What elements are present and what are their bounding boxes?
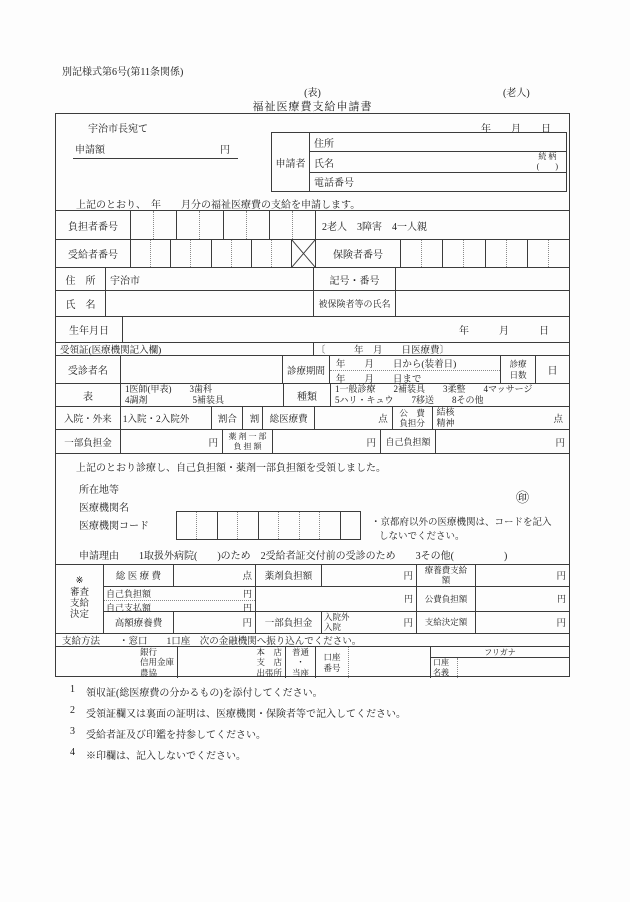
review-ryoyo-value[interactable]: 円 [556, 572, 566, 583]
review-decision-label: 支給決定額 [417, 612, 476, 633]
digit-cell[interactable] [299, 512, 319, 539]
digit-cell[interactable] [177, 512, 196, 539]
recipient-number-row [56, 239, 569, 267]
review-ryoyo-label: 療養費支給 額 [417, 565, 476, 586]
inout-options: 1入院・2入院外 [121, 407, 213, 429]
address-row [56, 267, 569, 290]
front-side-label: (表) [304, 88, 321, 99]
total-medical-label: 総医療費 [263, 407, 315, 429]
page-title: 福祉医療費支給申請書 [252, 101, 373, 113]
digit-cell[interactable] [217, 512, 237, 539]
digit-cell[interactable] [340, 512, 360, 539]
code-note-line1: ・京都府以外の医療機関は、コードを記入 [371, 518, 552, 528]
kind-options: 1一般診療 2補装具 3柔整 4マッサージ 5ハリ・キュウ 7移送 8その他 [335, 384, 533, 405]
digit-cell[interactable] [506, 240, 527, 267]
payment-method-line[interactable]: 支給方法 ・窓口 1口座 次の金融機関へ振り込んでください。 [62, 637, 362, 647]
review-row-2 [104, 587, 569, 612]
digit-cell[interactable] [237, 512, 257, 539]
symbol-number-label: 記号・番号 [314, 268, 396, 290]
digit-cell[interactable] [278, 512, 298, 539]
amount-label: 申請額 [75, 145, 105, 156]
table-options: 1医師(甲表) 3歯科 4調剤 5補装具 [121, 384, 284, 406]
period-from[interactable]: 年 月 日から(装着日) [335, 360, 457, 370]
digit-cell[interactable] [131, 240, 150, 267]
review-kogaku-label: 高額療養費 [104, 612, 174, 633]
digit-cell[interactable] [190, 240, 210, 267]
partial-payment-value[interactable]: 円 [121, 430, 223, 453]
digit-cell[interactable] [463, 240, 484, 267]
application-reason: 申請理由 1取扱外病院( )のため 2受給者証交付前の受診のため 3その他( ) [79, 551, 508, 562]
form-number: 別記様式第6号(第11条関係) [62, 67, 184, 78]
holder-name-row[interactable] [431, 658, 569, 678]
digit-cell[interactable] [442, 240, 463, 267]
crossed-out-cell [291, 240, 316, 267]
review-kogaku-value[interactable]: 円 [174, 612, 256, 633]
receipt-statement: 上記のとおり診療し、自己負担額・薬剤一部負担額を受領しました。 [76, 463, 386, 474]
recipient-number-cells[interactable] [131, 240, 291, 267]
insurer-number-cells[interactable] [401, 240, 569, 267]
application-date[interactable]: 年 月 日 [481, 124, 551, 135]
symbol-number-value[interactable] [396, 268, 569, 290]
partial-payment-row [56, 429, 569, 453]
digit-cell[interactable] [223, 211, 246, 239]
drug-partial-value[interactable]: 円 [273, 430, 381, 453]
name-label: 氏 名 [56, 291, 106, 316]
branch-name-cell[interactable] [178, 647, 286, 678]
review-self-pay-value[interactable]: 円 [242, 602, 252, 613]
public-expense-label: 公 費 負担分 [393, 407, 433, 429]
amount-unit: 円 [220, 145, 230, 156]
table-label: 表 [56, 384, 121, 406]
payment-method-row [56, 633, 569, 646]
patient-name-label: 受診者名 [56, 356, 121, 383]
category-options: 2老人 3障害 4一人親 [322, 221, 427, 233]
holder-name-value[interactable] [457, 658, 569, 678]
review-total-label: 総 医 療 費 [104, 565, 174, 586]
applicant-name-label: 氏名 [314, 158, 334, 170]
patient-period-row [56, 355, 569, 383]
insured-name-value[interactable] [396, 291, 569, 316]
total-medical-value[interactable]: 点 [315, 407, 393, 429]
inout-label: 入院・外来 [56, 407, 121, 429]
holder-label: 口座 名義 [433, 658, 449, 677]
digit-cell[interactable] [199, 211, 222, 239]
digit-cell[interactable] [231, 240, 251, 267]
digit-cell[interactable] [548, 240, 569, 267]
insurer-number-label: 保険者番号 [316, 240, 401, 267]
review-inpatient-cell[interactable]: 入院外 入院 円 [322, 612, 417, 633]
note-1: 1 領収証(総医療費の分かるもの)を添付してください。 [70, 684, 323, 699]
applicant-phone-label: 電話番号 [314, 178, 354, 190]
payer-number-cells[interactable] [131, 211, 316, 239]
period-to[interactable]: 年 月 日まで [330, 370, 500, 385]
review-self-burden-value[interactable]: 円 [242, 588, 252, 599]
applicant-phone-row[interactable] [310, 172, 566, 191]
digit-cell[interactable] [211, 240, 231, 267]
addressee: 宇治市長宛て [88, 124, 148, 135]
birthdate-value[interactable]: 年 月 日 [459, 326, 549, 337]
treatment-days-unit[interactable]: 日 [547, 366, 558, 377]
receipt-header-row [56, 342, 569, 355]
drug-partial-label: 薬 剤 一 部 負 担 額 [223, 430, 273, 453]
declaration-line: 上記のとおり、 年 月分の福祉医療費の支給を申請します。 [76, 200, 361, 211]
inout-row [56, 406, 569, 429]
treatment-period-label: 診療期間 [283, 356, 330, 383]
digit-cell[interactable] [196, 512, 216, 539]
account-holder-cell [431, 647, 569, 678]
bank-type-labels: 銀行 信用金庫 農協 [139, 647, 174, 678]
bank-name-cell[interactable] [56, 647, 178, 678]
digit-cell[interactable] [269, 211, 292, 239]
receipt-section-label: 受領証(医療機関記入欄) [56, 343, 314, 355]
institution-code-label: 医療機関コード [79, 521, 149, 532]
review-mid-value[interactable]: 円 [256, 587, 417, 611]
institution-name-label[interactable]: 医療機関名 [79, 503, 129, 514]
review-self-pay-label: 自己支払額 [106, 602, 152, 613]
review-kohi-label: 公費負担額 [417, 587, 476, 611]
note-2: 2 受領証欄又は裏面の証明は、医療機関・保険者等で記入してください。 [70, 705, 406, 720]
institution-block [56, 453, 569, 564]
name-value[interactable] [106, 291, 314, 316]
branch-type-labels: 本 店 支 店 出張所 [256, 647, 282, 678]
seal-mark: ㊞ [516, 490, 530, 505]
digit-cell[interactable] [176, 211, 199, 239]
kind-label: 種類 [284, 384, 331, 406]
furigana-label[interactable]: フリガナ [431, 647, 569, 658]
digit-cell[interactable] [258, 512, 278, 539]
applicant-box [271, 132, 567, 192]
inpatient-labels: 入院外 入院 [324, 612, 350, 633]
birthdate-row [56, 316, 569, 342]
applicant-label: 申請者 [272, 133, 310, 191]
address-value[interactable]: 宇治市 [106, 268, 314, 290]
digit-cell[interactable] [153, 211, 176, 239]
review-row-1 [104, 565, 569, 587]
review-row-3 [104, 612, 569, 633]
relation-label: 続 柄 [538, 152, 557, 162]
location-label[interactable]: 所在地等 [79, 485, 119, 496]
review-drug-label: 薬剤負担額 [256, 565, 322, 586]
receipt-date-bracket[interactable]: 〔 年 月 日医療費〕 [316, 346, 450, 356]
digit-cell[interactable] [485, 240, 506, 267]
digit-cell[interactable] [251, 240, 271, 267]
digit-cell[interactable] [527, 240, 548, 267]
address-label: 住 所 [56, 268, 106, 290]
self-burden-pay-cell [104, 587, 256, 611]
account-number-cell[interactable] [316, 647, 431, 678]
review-block [56, 564, 569, 633]
ratio-value[interactable]: 割 [243, 407, 263, 429]
review-total-value[interactable]: 点 [174, 565, 256, 586]
tb-mental-unit: 点 [553, 415, 563, 425]
treatment-days-label: 診療 日数 [501, 356, 536, 383]
relation-paren: ( ) [536, 162, 558, 171]
birthdate-label: 生年月日 [56, 317, 123, 342]
review-partial-label: 一部負担金 [256, 612, 322, 633]
patient-name-value[interactable] [121, 356, 283, 383]
applicant-address-label: 住所 [314, 138, 334, 150]
name-row [56, 290, 569, 316]
form-body [55, 113, 570, 677]
review-kohi-value[interactable]: 円 [556, 594, 566, 605]
review-self-burden-label: 自己負担額 [106, 588, 152, 599]
digit-cell[interactable] [131, 211, 153, 239]
application-amount-field[interactable] [73, 141, 238, 159]
partial-payment-label: 一部負担金 [56, 430, 121, 453]
review-decision-value[interactable]: 円 [556, 619, 566, 630]
digit-cell[interactable] [271, 240, 291, 267]
digit-cell[interactable] [246, 211, 269, 239]
treatment-period-values[interactable] [330, 356, 501, 383]
institution-code-cells[interactable] [176, 511, 361, 540]
payer-number-label: 負担者番号 [56, 211, 131, 239]
code-note-line2: しないでください。 [379, 532, 465, 542]
tb-mental-label: 結核 精神 [436, 407, 455, 428]
self-burden-label: 自己負担額 [381, 430, 436, 453]
account-type-cell[interactable]: 普通 ・ 当座 [286, 647, 316, 678]
digit-cell[interactable] [421, 240, 442, 267]
recipient-number-label: 受給者番号 [56, 240, 131, 267]
review-side-label: ※ 審査 支給 決定 [56, 565, 104, 633]
self-burden-value[interactable]: 円 [555, 438, 565, 449]
digit-cell[interactable] [170, 240, 190, 267]
bank-row [56, 646, 569, 678]
form-header-section [56, 114, 569, 210]
elderly-label: (老人) [503, 88, 530, 99]
relation-field[interactable] [537, 152, 566, 171]
digit-cell[interactable] [150, 240, 170, 267]
note-4: 4 ※印欄は、記入しないでください。 [70, 747, 246, 762]
footer-notes [70, 684, 570, 768]
applicant-name-row[interactable] [310, 151, 566, 171]
account-number-label: 口座 番号 [323, 652, 341, 673]
digit-cell[interactable] [401, 240, 421, 267]
payer-number-row [56, 210, 569, 239]
insured-name-label: 被保険者等の氏名 [314, 291, 396, 316]
ratio-label: 割合 [212, 407, 243, 429]
table-kind-row [56, 383, 569, 406]
account-number-value[interactable] [348, 647, 430, 678]
digit-cell[interactable] [319, 512, 339, 539]
note-3: 3 受給者証及び印鑑を持参してください。 [70, 726, 266, 741]
tb-mental-cell[interactable] [433, 407, 569, 429]
digit-cell[interactable] [292, 211, 315, 239]
review-drug-value[interactable]: 円 [322, 565, 417, 586]
applicant-address-row[interactable] [310, 133, 566, 151]
